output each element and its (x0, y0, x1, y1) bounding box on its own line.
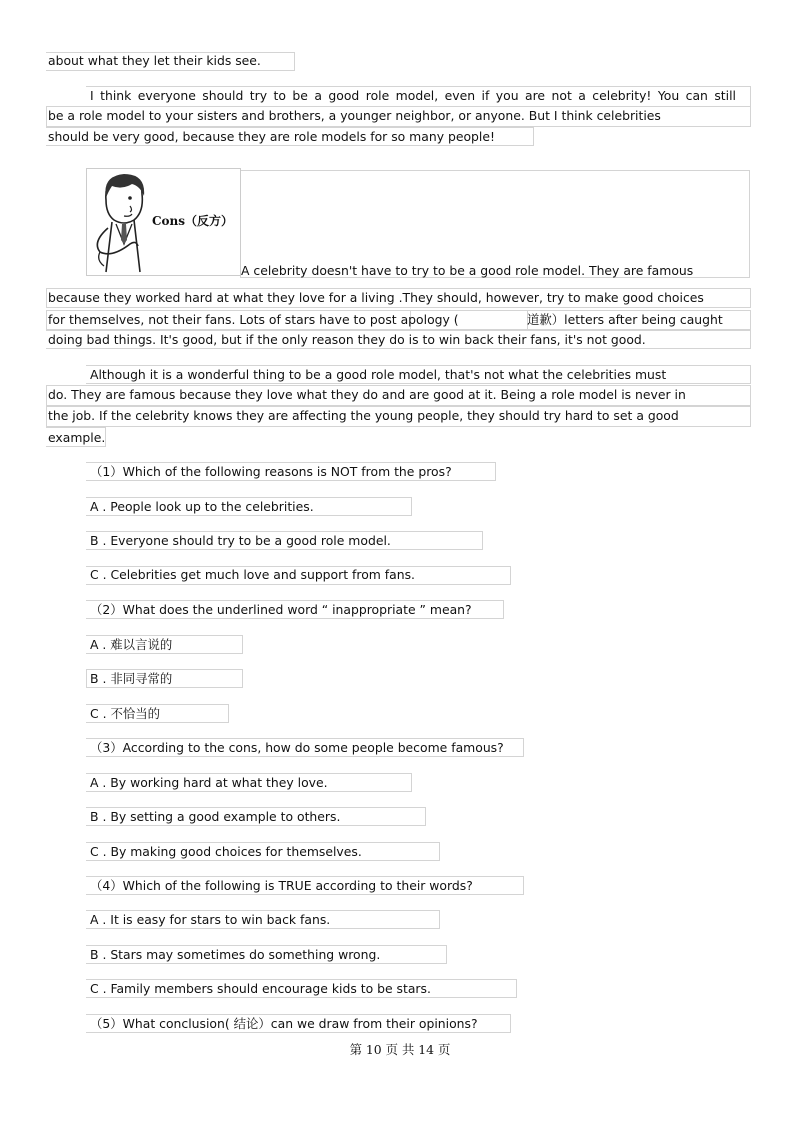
answer-option: C . Family members should encourage kids to be stars. (90, 981, 431, 996)
cons-label: Cons（反方） (152, 214, 234, 228)
question-stem: （3）According to the cons, how do some people become famous? (90, 740, 504, 755)
passage-line: doing bad things. It's good, but if the only reason they do is to win back their fans, it's not good. (48, 332, 646, 347)
answer-option: B . Stars may sometimes do something wrong. (90, 947, 381, 962)
passage-line: should be very good, because they are role models for so many people! (48, 129, 495, 144)
question-stem: （2）What does the underlined word “ inappropriate ” mean? (90, 602, 472, 617)
page-number-footer: 第 10 页 共 14 页 (349, 1042, 451, 1057)
passage-line: A celebrity doesn't have to try to be a good role model. They are famous (241, 263, 694, 278)
answer-option: A . By working hard at what they love. (90, 775, 328, 790)
answer-option: B . 非同寻常的 (90, 671, 173, 686)
passage-line: about what they let their kids see. (48, 53, 261, 68)
question-stem: （5）What conclusion( 结论）can we draw from their opinions? (90, 1016, 478, 1031)
answer-option: B . By setting a good example to others. (90, 809, 341, 824)
answer-option: C . 不恰当的 (90, 706, 161, 721)
passage-line: I think everyone should try to be a good role model, even if you are not a celebrity! You can still (90, 88, 736, 103)
text-frame (240, 170, 750, 278)
passage-line: because they worked hard at what they love for a living .They should, however, try to make good choices (48, 290, 704, 305)
answer-option: A . 难以言说的 (90, 637, 173, 652)
passage-line: example. (48, 430, 106, 445)
answer-option: C . Celebrities get much love and support from fans. (90, 567, 415, 582)
passage-line: 道歉）letters after being caught (527, 312, 723, 327)
passage-line: be a role model to your sisters and brothers, a younger neighbor, or anyone. But I think celebrities (48, 108, 661, 123)
answer-option: A . It is easy for stars to win back fans. (90, 912, 331, 927)
passage-line: the job. If the celebrity knows they are affecting the young people, they should try hard to set a good (48, 408, 679, 423)
answer-option: A . People look up to the celebrities. (90, 499, 314, 514)
answer-option: B . Everyone should try to be a good role model. (90, 533, 391, 548)
answer-option: C . By making good choices for themselves. (90, 844, 362, 859)
passage-line: Although it is a wonderful thing to be a good role model, that's not what the celebrities must (90, 367, 667, 382)
passage-line: for themselves, not their fans. Lots of stars have to post apology ( (48, 312, 459, 327)
question-stem: （4）Which of the following is TRUE according to their words? (90, 878, 473, 893)
passage-line: do. They are famous because they love what they do and are good at it. Being a role model is never in (48, 387, 686, 402)
question-stem: （1）Which of the following reasons is NOT from the pros? (90, 464, 452, 479)
